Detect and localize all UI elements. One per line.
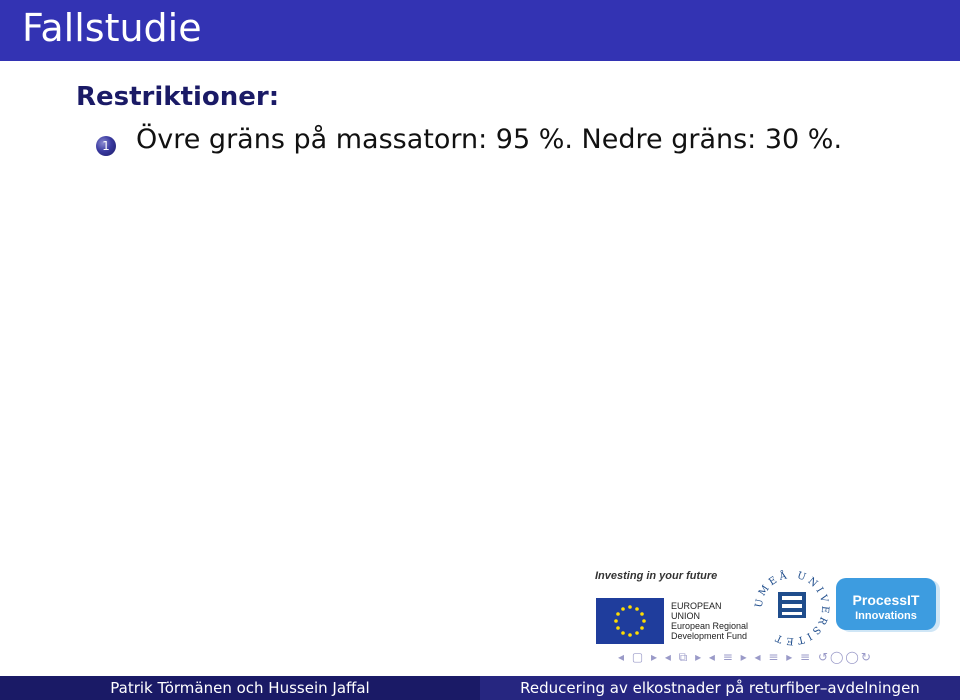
footer-talk-title: Reducering av elkostnader på returfiber–avdelningen xyxy=(520,679,920,697)
svg-text:ProcessIT: ProcessIT xyxy=(852,592,920,608)
navigation-bar[interactable] xyxy=(618,650,873,665)
svg-text:UMEÅ UNIVERSITET: UMEÅ UNIVERSITET xyxy=(753,569,831,647)
nav-subsec-icon[interactable]: ◂ ≡ ▸ xyxy=(754,650,795,664)
eu-text-block xyxy=(671,601,748,641)
umea-university-logo xyxy=(750,566,834,650)
nav-frame-prev-icon[interactable]: ◂ ▢ ▸ xyxy=(618,650,660,664)
eu-flag-icon xyxy=(596,598,664,644)
enumerate-bullet-icon: 1 xyxy=(96,136,116,156)
svg-text:Innovations: Innovations xyxy=(855,610,917,622)
nav-subsection-icon[interactable]: ◂ ⧉ ▸ xyxy=(664,650,704,664)
footer-authors: Patrik Törmänen och Hussein Jaffal xyxy=(110,679,370,697)
section-heading: Restriktioner: xyxy=(76,82,280,112)
nav-toc-icon[interactable]: ≡ xyxy=(800,650,813,664)
nav-search-icon[interactable]: ↺◯◯↻ xyxy=(817,650,873,664)
eu-line: European Regional xyxy=(671,621,749,631)
eu-line: Development Fund xyxy=(671,631,748,641)
eu-tagline: Investing in your future xyxy=(595,570,718,582)
nav-section-icon[interactable]: ◂ ≡ ▸ xyxy=(708,650,749,664)
processit-logo xyxy=(836,578,944,638)
slide-title: Fallstudie xyxy=(22,6,202,50)
eu-line: UNION xyxy=(671,611,700,621)
eu-line: EUROPEAN xyxy=(671,601,722,611)
list-item: Övre gräns på massatorn: 95 %. Nedre gräns: 30 %. xyxy=(136,124,843,155)
footer-title-bar xyxy=(480,676,960,700)
footer-authors-bar xyxy=(0,676,480,700)
title-bar xyxy=(0,0,960,61)
